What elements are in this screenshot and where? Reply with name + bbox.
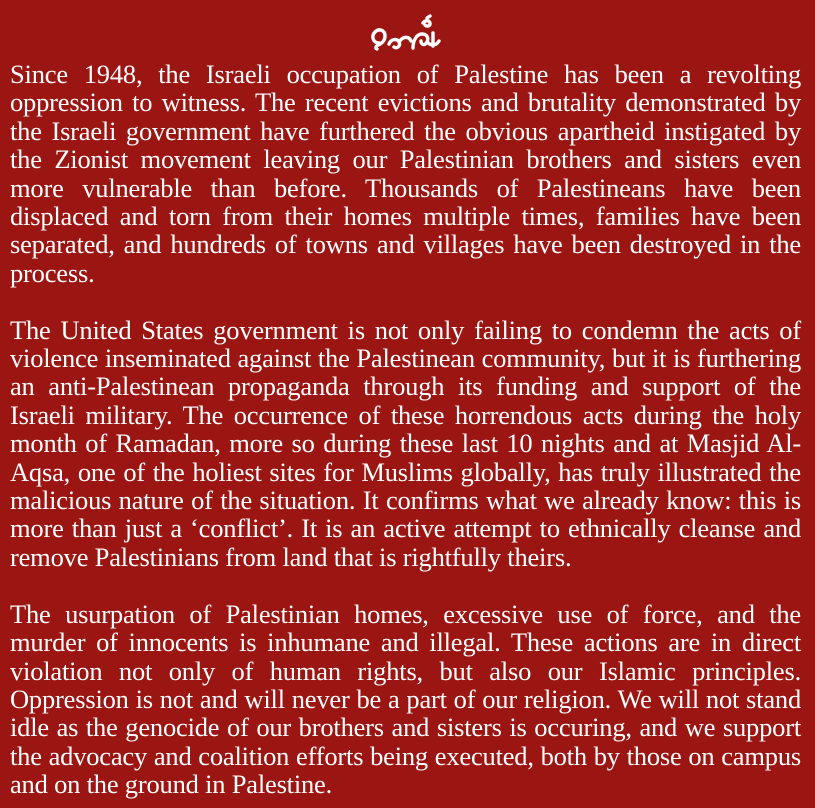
- calligraphy-logo-icon: [367, 14, 449, 60]
- statement-paragraph-1: Since 1948, the Israeli occupation of Palestine has been a revolting oppression to witness. The recent evictions and brutality demonstrated by the Israeli government have furthered the obvious apartheid instigated by the Zionist movement leaving our Palestinian brothers and sisters even more vulnerable than before. Thousands of Palestineans have been displaced and torn from their homes multiple times, families have been separated, and hundreds of towns and villages have been destroyed in the process.: [10, 59, 801, 288]
- statement-paragraph-3: The usurpation of Palestinian homes, excessive use of force, and the murder of innocents is inhumane and illegal. These actions are in direct violation not only of human rights, but also our Islamic principles. Oppression is not and will never be a part of our religion. We will not stand idle as the genocide of our brothers and sisters is occuring, and we support the advocacy and coalition efforts being executed, both by those on campus and on the ground in Palestine.: [10, 598, 801, 800]
- statement-paragraph-2: The United States government is not only failing to condemn the acts of violence inseminated against the Palestinean community, but it is furthering an anti-Palestinean propaganda through its funding and support of the Israeli military. The occurrence of these horrendous acts during the holy month of Ramadan, more so during these last 10 nights and at Masjid Al-Aqsa, one of the holiest sites for Muslims globally, has truly illustrated the malicious nature of the situation. It confirms what we already know: this is more than just a ‘conflict’. It is an active attempt to ethnically cleanse and remove Palestinians from land that is rightfully theirs.: [10, 314, 801, 572]
- calligraphy-logo-graphic: [367, 14, 449, 60]
- statement-body: [10, 60, 801, 799]
